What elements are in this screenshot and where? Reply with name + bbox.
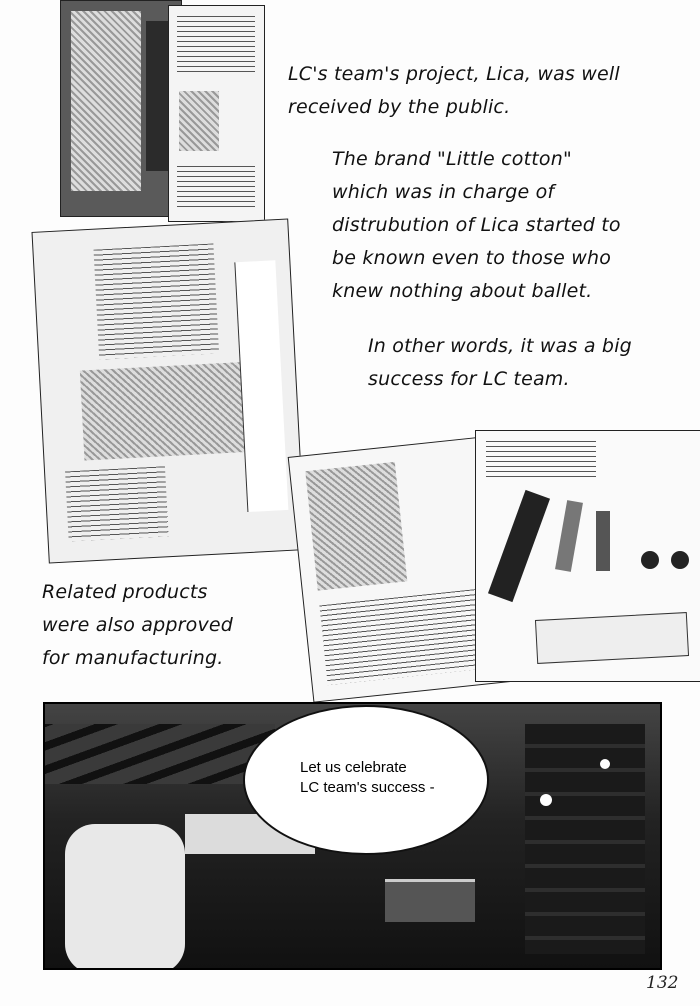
magazine-cover-top: [60, 0, 182, 217]
caption-line: distrubution of Lica started to: [332, 214, 621, 236]
street-light: [600, 759, 610, 769]
caption-1: [288, 58, 620, 124]
caption-line: for manufacturing.: [42, 647, 224, 669]
speech-line: LC team's success -: [300, 779, 435, 796]
caption-line: Related products: [42, 581, 208, 603]
caption-line: were also approved: [42, 614, 234, 636]
caption-line: knew nothing about ballet.: [332, 280, 593, 302]
building-lights: [525, 724, 645, 954]
speech-line: Let us celebrate: [300, 759, 407, 776]
cosmetics-ad: [475, 430, 700, 682]
speech-bubble-text: [300, 758, 435, 798]
page-number: 132: [646, 973, 679, 993]
street-light: [540, 794, 552, 806]
caption-line: received by the public.: [288, 96, 511, 118]
caption-line: be known even to those who: [332, 247, 612, 269]
lantern: [65, 824, 185, 970]
caption-4: [42, 576, 233, 675]
magazine-article-top: [168, 5, 265, 222]
caption-line: The brand "Little cotton": [332, 148, 572, 170]
caption-line: which was in charge of: [332, 181, 555, 203]
caption-2: [332, 143, 621, 308]
roof-beams: [45, 724, 275, 784]
awning: [385, 879, 475, 922]
caption-line: In other words, it was a big: [368, 335, 632, 357]
caption-3: [368, 330, 632, 396]
bourjois-logo: [535, 612, 689, 664]
magazine-open-spread: [31, 219, 305, 564]
caption-line: LC's team's project, Lica, was well: [288, 63, 620, 85]
caption-line: success for LC team.: [368, 368, 570, 390]
